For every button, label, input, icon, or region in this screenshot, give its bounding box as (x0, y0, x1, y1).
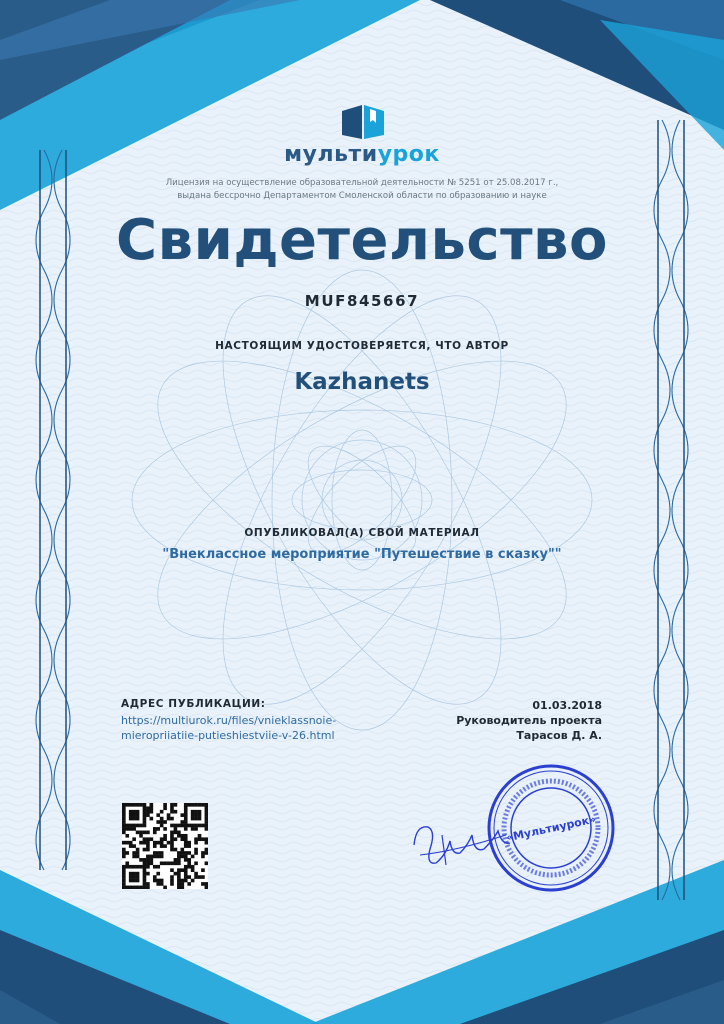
license-text (0, 177, 724, 203)
issue-date: 01.03.2018 (532, 699, 602, 712)
signer-role: Руководитель проекта (456, 714, 602, 727)
material-title: "Внеклассное мероприятие "Путешествие в сказку"" (162, 547, 562, 562)
logo-wordmark (0, 142, 724, 167)
address-label: АДРЕС ПУБЛИКАЦИИ: (121, 698, 266, 710)
certificate-code: MUF845667 (304, 292, 420, 310)
logo-part-1: мульти (284, 142, 378, 167)
signer-name: Тарасов Д. А. (516, 729, 602, 742)
logo-part-2: урок (377, 142, 440, 167)
license-line-2: выдана бессрочно Департаментом Смоленской области по образованию и науке (177, 191, 547, 201)
url-line-2[interactable]: mieropriiatiie-putieshiestviie-v-26.html (121, 729, 335, 742)
author-name: Kazhanets (294, 369, 430, 395)
certifies-label: НАСТОЯЩИМ УДОСТОВЕРЯЕТСЯ, ЧТО АВТОР (215, 340, 509, 352)
publication-url[interactable] (121, 713, 336, 743)
published-label: ОПУБЛИКОВАЛ(А) СВОЙ МАТЕРИАЛ (244, 527, 480, 539)
certificate-title: Свидетельство (116, 208, 608, 273)
license-line-1: Лицензия на осуществление образовательной деятельности № 5251 от 25.08.2017 г., (165, 178, 559, 188)
book-logo-icon (340, 103, 386, 141)
official-stamp (486, 763, 616, 893)
qr-code (122, 803, 208, 889)
signature-block (456, 698, 602, 743)
url-line-1[interactable]: https://multiurok.ru/files/vnieklassnoie- (121, 714, 337, 727)
stamp-center-text: «Мультиурок» (505, 812, 598, 845)
